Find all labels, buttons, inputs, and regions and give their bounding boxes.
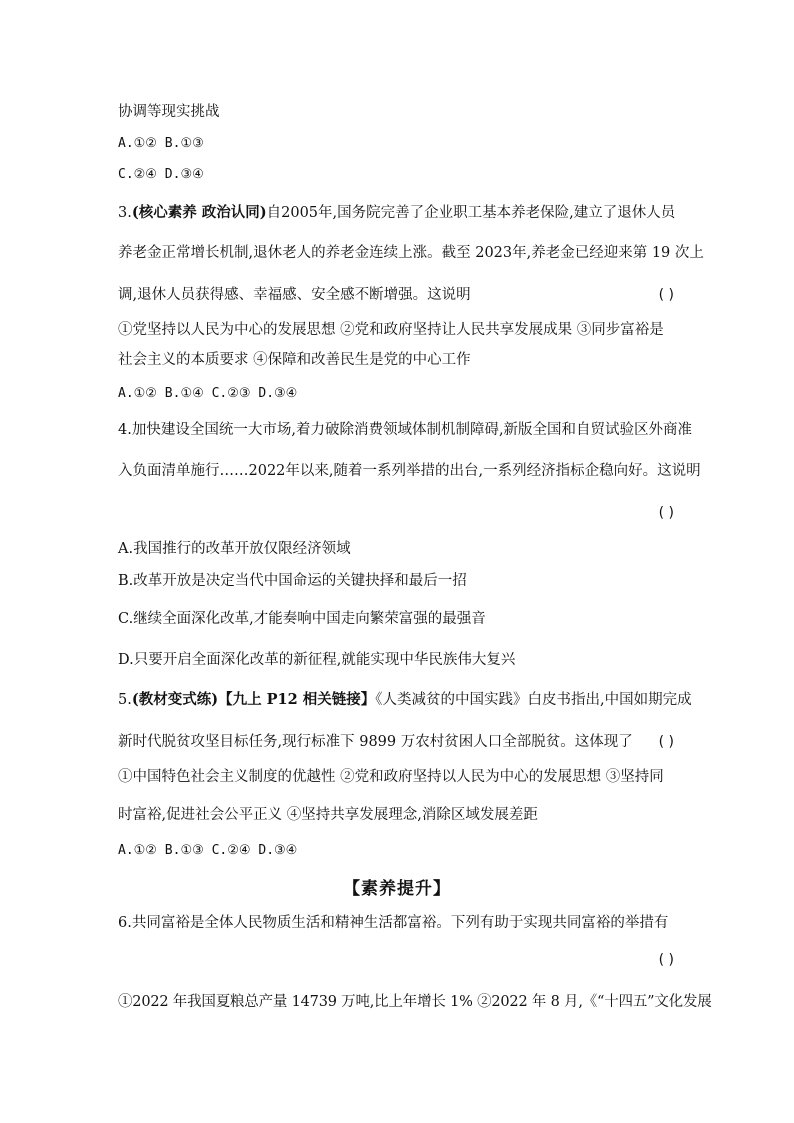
- question-tag: (核心素养 政治认同): [131, 204, 267, 221]
- question-4-option-c: C.继续全面深化改革,才能奏响中国走向繁荣富强的最强音: [118, 611, 486, 627]
- question-5-line-1: [118, 690, 692, 710]
- question-text: 调,退休人员获得感、幸福感、安全感不断增强。这说明: [118, 287, 471, 303]
- text-line: 协调等现实挑战: [118, 104, 220, 120]
- answer-bracket: ( ): [658, 952, 674, 968]
- question-3-option-line: 社会主义的本质要求 ④保障和改善民生是党的中心工作: [118, 352, 471, 368]
- question-4-line-2: 入负面清单施行……2022年以来,随着一系列举措的出台,一系列经济指标企稳向好。这说明: [118, 463, 701, 479]
- question-3-line-3: [118, 285, 674, 305]
- choice-line: C.②④ D.③④: [118, 167, 204, 182]
- question-3-option-line: ①党坚持以人民为中心的发展思想 ②党和政府坚持让人民共享发展成果 ③同步富裕是: [118, 322, 664, 338]
- section-heading: 【素养提升】: [343, 879, 451, 899]
- question-3-line-2: 养老金正常增长机制,退休老人的养老金连续上涨。截至 2023年,养老金已经迎来第 19 次上: [118, 245, 704, 261]
- question-text: 《人类减贫的中国实践》白皮书指出,中国如期完成: [375, 692, 692, 708]
- question-6-line-2: ①2022 年我国夏粮总产量 14739 万吨,比上年增长 1% ②2022 年 8 月,《“十四五”文化发展: [118, 994, 712, 1010]
- question-5-choices: A.①② B.①③ C.②④ D.③④: [118, 843, 298, 858]
- question-tag: (教材变式练)【九上 P12 相关链接】: [131, 691, 376, 708]
- question-number: 3.: [118, 205, 132, 221]
- question-3-choices: A.①② B.①④ C.②③ D.③④: [118, 386, 298, 401]
- question-4-option-b: B.改革开放是决定当代中国命运的关键抉择和最后一招: [118, 573, 467, 589]
- question-text: 自2005年,国务院完善了企业职工基本养老保险,建立了退休人员: [266, 205, 676, 221]
- choice-line: A.①② B.①③: [118, 136, 204, 151]
- answer-bracket: ( ): [658, 505, 674, 521]
- answer-bracket: ( ): [658, 287, 674, 303]
- question-3-line-1: [118, 203, 674, 223]
- question-4-option-d: D.只要开启全面深化改革的新征程,就能实现中华民族伟大复兴: [118, 652, 516, 668]
- question-4-line-1: 4.加快建设全国统一大市场,着力破除消费领域体制机制障碍,新版全国和自贸试验区外商准: [118, 422, 693, 438]
- question-6-line-1: 6.共同富裕是全体人民物质生活和精神生活都富裕。下列有助于实现共同富裕的举措有: [118, 915, 669, 931]
- question-5-option-line: ①中国特色社会主义制度的优越性 ②党和政府坚持以人民为中心的发展思想 ③坚持同: [118, 769, 664, 785]
- answer-bracket: ( ): [658, 734, 674, 750]
- question-5-option-line: 时富裕,促进社会公平正义 ④坚持共享发展理念,消除区域发展差距: [118, 807, 538, 823]
- question-5-line-2: [118, 732, 674, 752]
- question-text: 新时代脱贫攻坚目标任务,现行标准下 9899 万农村贫困人口全部脱贫。这体现了: [118, 734, 633, 750]
- question-4-option-a: A.我国推行的改革开放仅限经济领域: [118, 541, 351, 557]
- question-number: 5.: [118, 692, 132, 708]
